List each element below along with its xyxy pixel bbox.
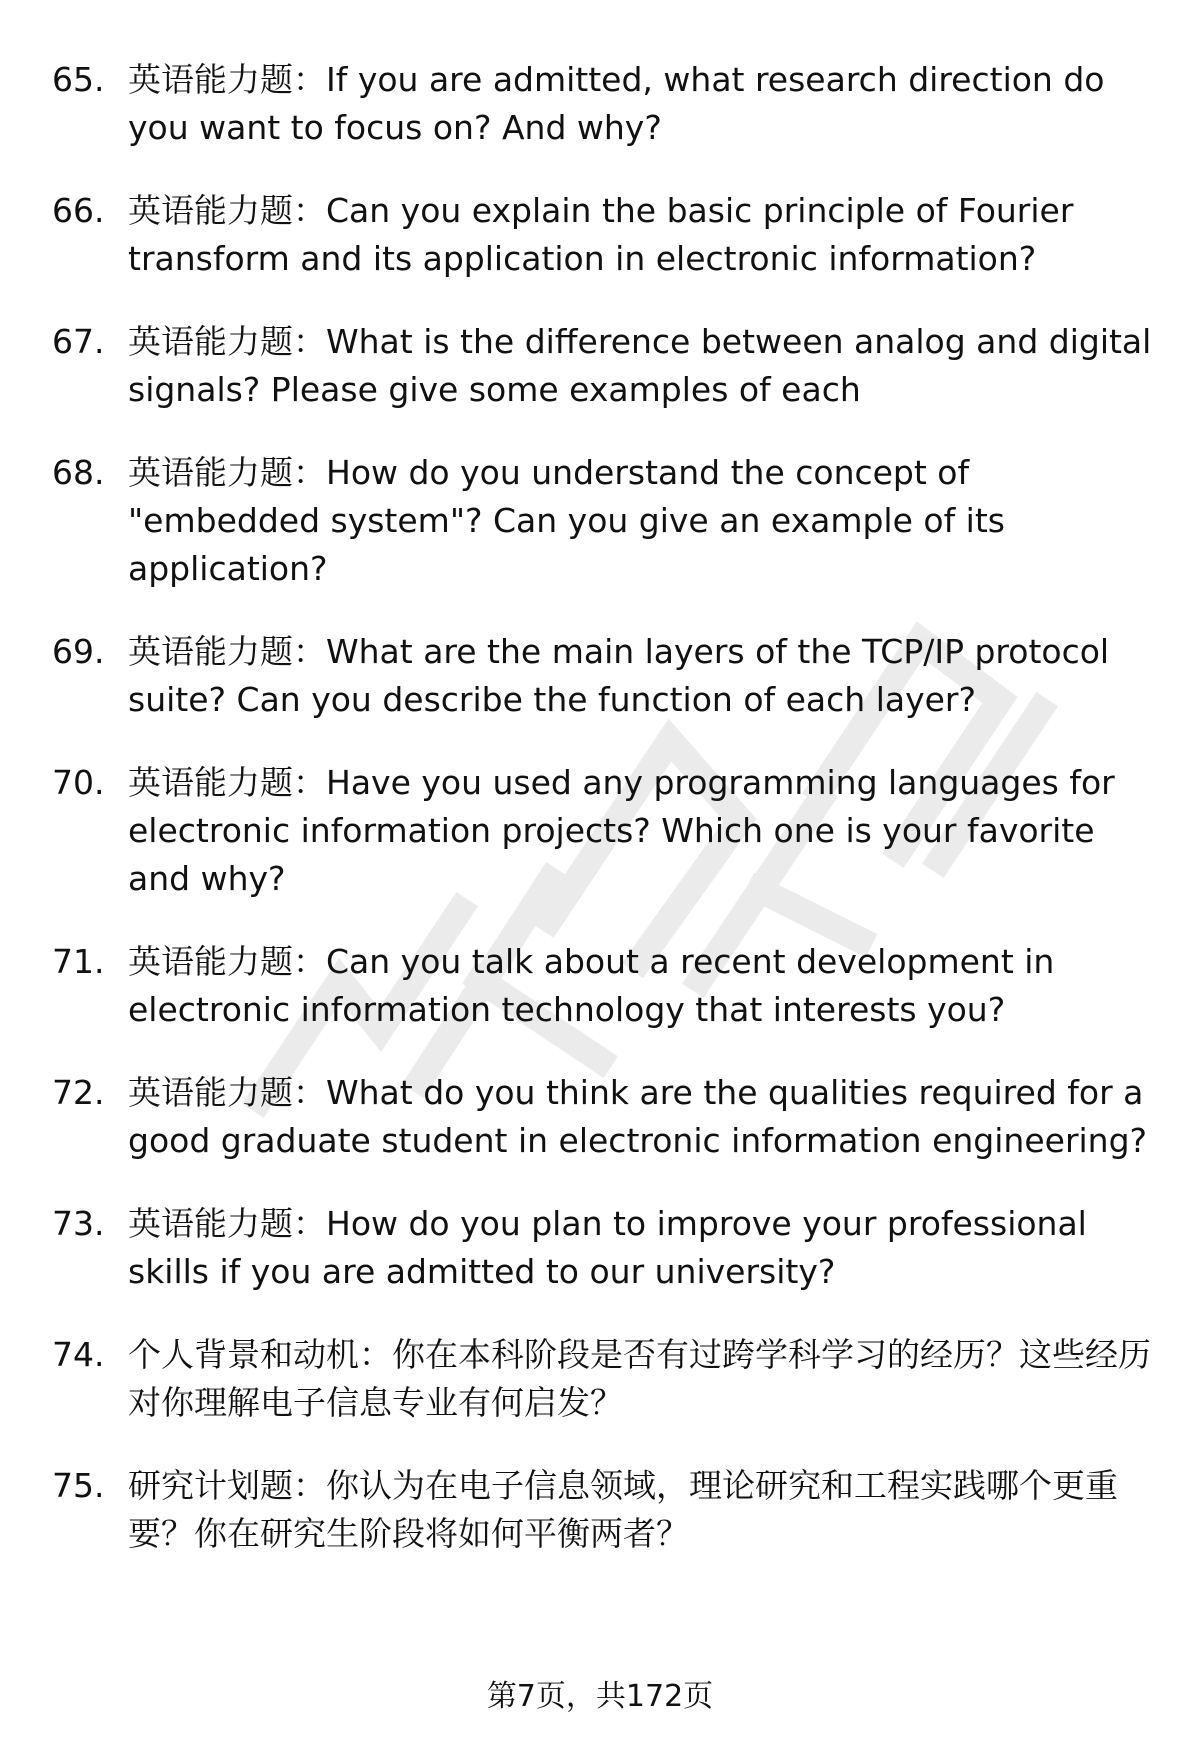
question-number: 72. — [52, 1073, 105, 1112]
question-text: 英语能力题：What do you think are the qualities required for a good graduate student in electronic information engineering? — [128, 1073, 1148, 1160]
question-item — [0, 187, 1200, 283]
question-number: 70. — [52, 763, 105, 802]
question-text: 个人背景和动机：你在本科阶段是否有过跨学科学习的经历？这些经历对你理解电子信息专业有何启发？ — [128, 1335, 1151, 1422]
question-item — [0, 1200, 1200, 1296]
question-text: 英语能力题：How do you plan to improve your professional skills if you are admitted to our university? — [128, 1204, 1087, 1291]
question-text: 英语能力题：What is the difference between analog and digital signals? Please give some examples of each — [128, 322, 1152, 409]
question-number: 71. — [52, 942, 105, 981]
question-text: 英语能力题：Can you explain the basic principle of Fourier transform and its application in electronic information? — [128, 191, 1074, 278]
question-number: 73. — [52, 1204, 105, 1243]
question-item — [0, 1069, 1200, 1165]
question-text: 研究计划题：你认为在电子信息领域，理论研究和工程实践哪个更重要？你在研究生阶段将如何平衡两者？ — [128, 1466, 1118, 1553]
question-text: 英语能力题：Can you talk about a recent development in electronic information technology that interests you? — [128, 942, 1055, 1029]
question-text: 英语能力题：How do you understand the concept of "embedded system"? Can you give an example of its application? — [128, 453, 1005, 588]
question-item — [0, 449, 1200, 593]
question-number: 65. — [52, 60, 105, 99]
question-number: 69. — [52, 632, 105, 671]
page-number-footer: 第7页，共172页 — [486, 1679, 714, 1714]
question-number: 67. — [52, 322, 105, 361]
question-number: 75. — [52, 1466, 105, 1505]
question-number: 66. — [52, 191, 105, 230]
question-text: 英语能力题：What are the main layers of the TCP/IP protocol suite? Can you describe the function of each layer? — [128, 632, 1110, 719]
question-item — [0, 1462, 1200, 1558]
question-item — [0, 759, 1200, 903]
question-item — [0, 56, 1200, 152]
question-number: 68. — [52, 453, 105, 492]
question-item — [0, 1331, 1200, 1427]
question-text: 英语能力题：Have you used any programming languages for electronic information projects? Which one is your favorite and why? — [128, 763, 1115, 898]
question-text: 英语能力题：If you are admitted, what research direction do you want to focus on? And why? — [128, 60, 1105, 147]
question-number: 74. — [52, 1335, 105, 1374]
question-list — [0, 56, 1200, 1593]
question-item — [0, 318, 1200, 414]
question-item — [0, 628, 1200, 724]
question-item — [0, 938, 1200, 1034]
